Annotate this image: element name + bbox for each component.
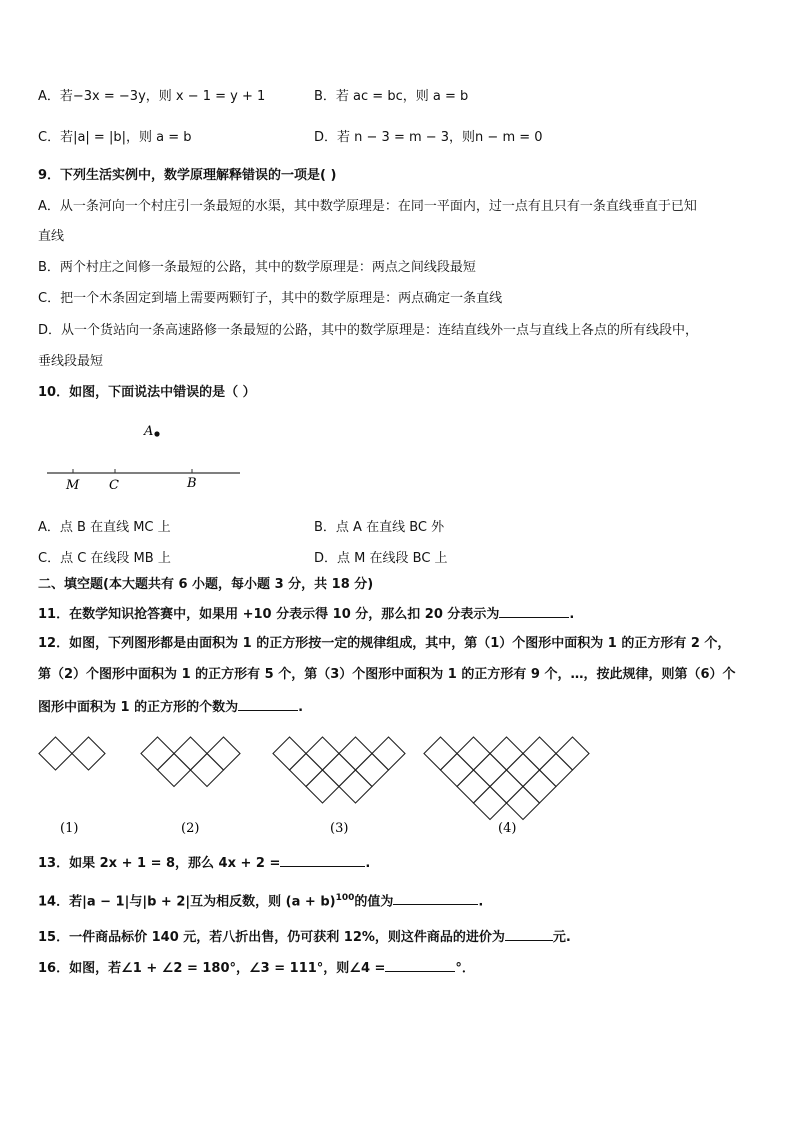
q14-end: . — [478, 894, 484, 910]
q10-label-b: B — [187, 476, 197, 491]
q14-row — [38, 889, 483, 911]
unit-square — [490, 770, 523, 803]
q12-line1: 12．如图，下列图形都是由面积为 1 的正方形按一定的规律组成，其中，第（1）个图形中面积为 1 的正方形有 2 个， — [38, 636, 731, 651]
q12-pattern-2 — [141, 737, 240, 787]
unit-square — [191, 754, 224, 787]
q12-pattern-1 — [39, 737, 105, 770]
q12-label-2: (2) — [181, 821, 200, 836]
q10-option-b: B．点 A 在直线 BC 外 — [314, 520, 445, 535]
unit-square — [507, 787, 540, 820]
q16-row — [38, 958, 475, 978]
q12-answer-blank — [238, 697, 298, 711]
section-2-title: 二、填空题(本大题共有 6 小题，每小题 3 分，共 18 分) — [38, 577, 374, 592]
q10-label-m: M — [66, 478, 80, 493]
q8-option-a: A．若−3x = −3y，则 x − 1 = y + 1 — [38, 89, 266, 104]
q16-answer-blank — [385, 958, 455, 972]
q13-row — [38, 853, 370, 873]
unit-square — [457, 770, 490, 803]
q12-line3: 图形中面积为 1 的正方形的个数为 — [38, 700, 239, 715]
unit-square — [523, 770, 556, 803]
unit-square — [306, 737, 339, 770]
q12-pattern-4 — [424, 737, 589, 820]
q13-text: 13．如果 2x + 1 = 8，那么 4x + 2 = — [38, 856, 281, 871]
q10-label-a: A — [144, 424, 154, 439]
q9-option-b: B．两个村庄之间修一条最短的公路，其中的数学原理是：两点之间线段最短 — [38, 260, 476, 275]
unit-square — [339, 770, 372, 803]
unit-square — [441, 754, 474, 787]
q11-answer-blank — [499, 604, 569, 618]
q9-option-a-line2: 直线 — [38, 229, 65, 244]
q13-answer-blank — [280, 853, 365, 867]
q13-end: . — [365, 856, 371, 871]
unit-square — [556, 737, 589, 770]
unit-square — [474, 787, 507, 820]
q12-label-3: (3) — [330, 821, 349, 836]
q16-text: 16．如图，若∠1 + ∠2 = 180°，∠3 = 111°，则∠4 = — [38, 961, 386, 976]
unit-square — [306, 770, 339, 803]
q10-option-d: D．点 M 在线段 BC 上 — [314, 551, 448, 566]
q14-exponent: 100 — [335, 893, 355, 903]
q12-line2: 第（2）个图形中面积为 1 的正方形有 5 个，第（3）个图形中面积为 1 的正方形有 9 个，…，按此规律，则第（6）个 — [38, 667, 736, 682]
unit-square — [424, 737, 457, 770]
q12-figure — [0, 728, 794, 838]
q9-option-d-line1: D．从一个货站向一条高速路修一条最短的公路，其中的数学原理是：连结直线外一点与直线上各点的所有线段中， — [38, 323, 699, 338]
q11-end: . — [569, 607, 575, 622]
q9-stem: 9．下列生活实例中，数学原理解释错误的一项是( ) — [38, 168, 337, 183]
unit-square — [72, 737, 105, 770]
unit-square — [540, 754, 573, 787]
q11-text: 11．在数学知识抢答赛中，如果用 +10 分表示得 10 分，那么扣 20 分表示为 — [38, 607, 500, 622]
q10-option-c: C．点 C 在线段 MB 上 — [38, 551, 171, 566]
unit-square — [339, 737, 372, 770]
q10-label-c: C — [109, 478, 119, 493]
q9-option-a-line1: A．从一条河向一个村庄引一条最短的水渠，其中数学原理是：在同一平面内，过一点有且只有一条直线垂直于已知 — [38, 199, 697, 214]
q16-end: °． — [455, 961, 475, 976]
q10-point-a-dot — [154, 431, 159, 436]
q10-stem: 10．如图，下面说法中错误的是（ ） — [38, 385, 256, 400]
q12-label-4: (4) — [498, 821, 517, 836]
unit-square — [273, 737, 306, 770]
q15-end: 元. — [552, 930, 571, 945]
unit-square — [507, 754, 540, 787]
q10-figure — [40, 420, 250, 495]
q12-pattern-3 — [273, 737, 405, 803]
q15-text: 15．一件商品标价 140 元，若八折出售，仍可获利 12%，则这件商品的进价为 — [38, 930, 505, 945]
unit-square — [474, 754, 507, 787]
q15-row — [38, 927, 571, 947]
q12-line3-row — [38, 697, 303, 717]
unit-square — [290, 754, 323, 787]
q14-answer-blank — [393, 891, 478, 905]
q10-option-a: A．点 B 在直线 MC 上 — [38, 520, 171, 535]
unit-square — [39, 737, 72, 770]
unit-square — [141, 737, 174, 770]
q15-answer-blank — [505, 927, 553, 941]
q12-end: . — [298, 700, 304, 715]
unit-square — [490, 737, 523, 770]
q9-option-d-line2: 垂线段最短 — [38, 354, 104, 369]
unit-square — [158, 754, 191, 787]
unit-square — [457, 737, 490, 770]
q8-option-b: B．若 ac = bc，则 a = b — [314, 89, 469, 104]
q14-text1: 14．若|a − 1|与|b + 2|互为相反数，则 (a + b) — [38, 894, 336, 910]
unit-square — [372, 737, 405, 770]
q8-option-d: D．若 n − 3 = m − 3，则n − m = 0 — [314, 130, 543, 145]
q9-option-c: C．把一个木条固定到墙上需要两颗钉子，其中的数学原理是：两点确定一条直线 — [38, 291, 503, 306]
q11-text-row — [38, 604, 574, 624]
unit-square — [207, 737, 240, 770]
q14-text2: 的值为 — [354, 894, 394, 910]
q12-label-1: (1) — [60, 821, 79, 836]
unit-square — [323, 754, 356, 787]
unit-square — [356, 754, 389, 787]
q8-option-c: C．若|a| = |b|，则 a = b — [38, 130, 192, 145]
unit-square — [523, 737, 556, 770]
unit-square — [174, 737, 207, 770]
